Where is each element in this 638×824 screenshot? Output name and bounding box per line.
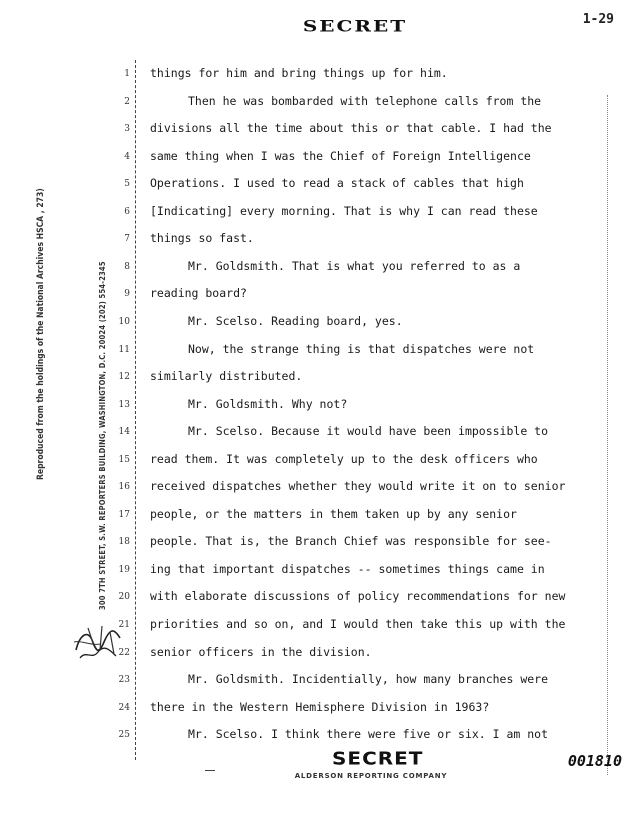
transcript-line: things for him and bring things up for him. bbox=[150, 66, 448, 80]
transcript-line: Now, the strange thing is that dispatches were not bbox=[188, 341, 535, 356]
line-number: 24 bbox=[118, 702, 130, 713]
transcript-line: with elaborate discussions of policy recommendations for new bbox=[150, 589, 566, 604]
transcript-line: reading board? bbox=[150, 286, 247, 301]
line-number: 8 bbox=[124, 261, 130, 272]
line-number: 2 bbox=[124, 96, 130, 107]
transcript-line: there in the Western Hemisphere Division in 1963? bbox=[150, 699, 490, 714]
transcript-line: read them. It was completely up to the desk officers who bbox=[150, 451, 538, 466]
transcript-line: Then he was bombarded with telephone calls from the bbox=[188, 93, 542, 108]
line-number: 3 bbox=[124, 124, 130, 135]
line-number: 10 bbox=[118, 316, 130, 327]
transcript-line: received dispatches whether they would write it on to senior bbox=[150, 479, 566, 494]
transcript-line: things so fast. bbox=[150, 231, 254, 246]
line-number: 13 bbox=[118, 399, 130, 410]
transcript-line: Operations. I used to read a stack of cables that high bbox=[150, 176, 524, 191]
header-secret-stamp: SECRET bbox=[302, 16, 408, 36]
line-number: 14 bbox=[118, 427, 130, 438]
transcript-line: divisions all the time about this or that cable. I had the bbox=[150, 121, 552, 136]
right-edge-rule bbox=[607, 95, 608, 775]
transcript-line: Mr. Goldsmith. That is what you referred to as a bbox=[188, 258, 521, 273]
transcript-line: same thing when I was the Chief of Foreign Intelligence bbox=[150, 148, 531, 163]
reporting-company: ALDERSON REPORTING COMPANY bbox=[294, 772, 448, 780]
line-number: 12 bbox=[118, 372, 130, 383]
reporter-address: 300 7TH STREET, S.W. REPORTERS BUILDING, WASHINGTON, D.C. 20024 (202) 554-2345 bbox=[98, 261, 107, 610]
line-number: 23 bbox=[118, 675, 130, 686]
transcript-line: people, or the matters in them taken up by any senior bbox=[150, 506, 517, 521]
line-number: 6 bbox=[124, 206, 130, 217]
transcript-line: Mr. Scelso. I think there were five or six. I am not bbox=[188, 727, 549, 742]
line-number: 22 bbox=[118, 647, 130, 658]
transcript-line: Mr. Scelso. Reading board, yes. bbox=[188, 313, 403, 328]
line-number: 15 bbox=[118, 454, 130, 465]
transcript-line: Mr. Goldsmith. Why not? bbox=[188, 396, 348, 411]
line-number: 4 bbox=[124, 151, 130, 162]
line-number: 7 bbox=[124, 234, 130, 245]
line-number: 9 bbox=[124, 289, 130, 300]
footer-mark bbox=[205, 770, 215, 771]
line-number: 17 bbox=[118, 509, 130, 520]
transcript-line: [Indicating] every morning. That is why I can read these bbox=[150, 203, 538, 218]
margin-rule bbox=[135, 60, 136, 760]
line-number: 16 bbox=[118, 482, 130, 493]
transcript-line: ing that important dispatches -- sometimes things came in bbox=[150, 561, 545, 576]
page-number: 1-29 bbox=[582, 12, 614, 27]
transcript-line: senior officers in the division. bbox=[150, 644, 372, 659]
line-number: 18 bbox=[118, 537, 130, 548]
transcript-line: people. That is, the Branch Chief was responsible for see- bbox=[150, 534, 552, 549]
line-number: 11 bbox=[118, 344, 130, 355]
handwritten-initials-icon bbox=[70, 620, 126, 668]
line-number: 20 bbox=[118, 592, 130, 603]
transcript-line: similarly distributed. bbox=[150, 369, 303, 384]
line-number: 25 bbox=[118, 730, 130, 741]
footer-secret-stamp: SECRET bbox=[332, 747, 424, 769]
document-number: 001810 bbox=[567, 752, 622, 770]
line-number: 1 bbox=[124, 69, 130, 79]
transcript-line: Mr. Goldsmith. Incidentially, how many branches were bbox=[188, 672, 549, 687]
line-number: 5 bbox=[124, 179, 130, 190]
transcript-line: Mr. Scelso. Because it would have been impossible to bbox=[188, 424, 549, 439]
archive-notice: Reproduced from the holdings of the National Archives HSCA , 273) bbox=[36, 188, 46, 480]
transcript-line: priorities and so on, and I would then take this up with the bbox=[150, 617, 566, 631]
line-number: 19 bbox=[118, 564, 130, 575]
line-number: 21 bbox=[118, 620, 130, 630]
